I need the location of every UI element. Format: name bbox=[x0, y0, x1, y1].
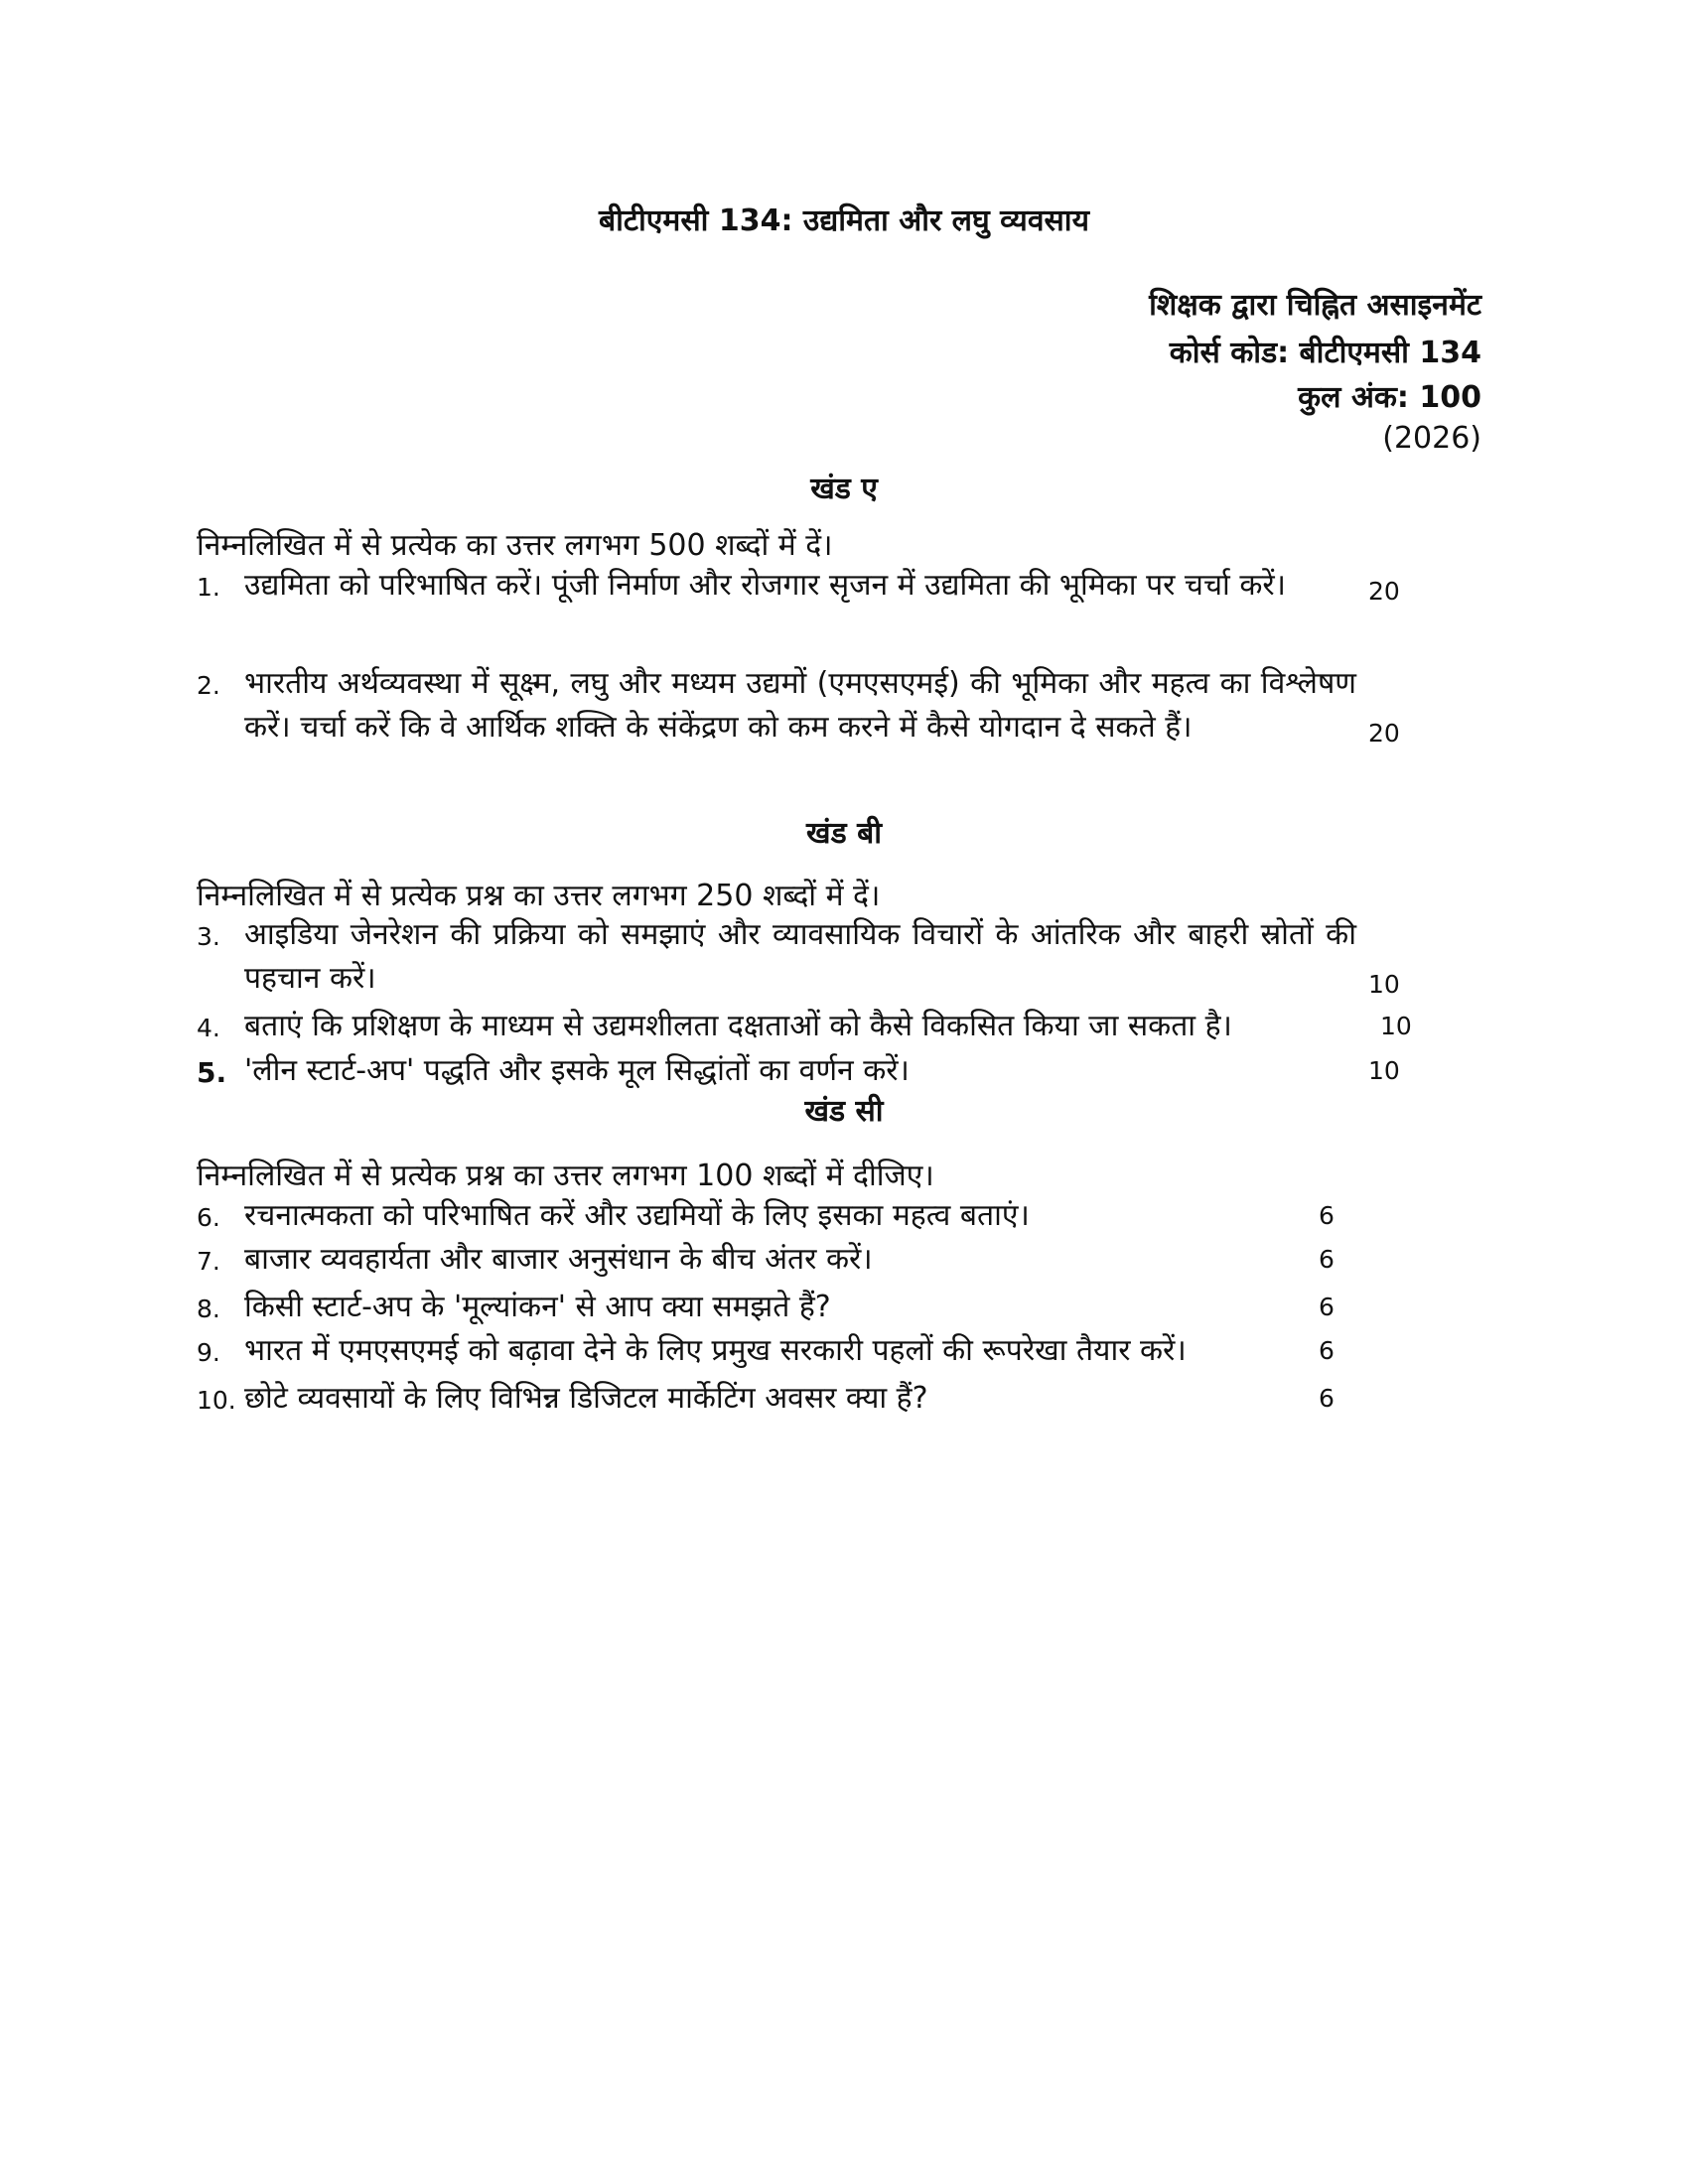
question-6 bbox=[197, 1194, 1428, 1238]
question-text: आइडिया जेनरेशन की प्रक्रिया को समझाएं और व्यावसायिक विचारों के आंतरिक और बाहरी स्रोतों की पहचान करें। bbox=[244, 917, 1356, 996]
question-text: उद्यमिता को परिभाषित करें। पूंजी निर्माण और रोजगार सृजन में उद्यमिता की भूमिका पर चर्चा करें। bbox=[244, 568, 1287, 603]
question-marks: 6 bbox=[1319, 1245, 1335, 1274]
question-marks: 6 bbox=[1319, 1293, 1335, 1321]
question-8 bbox=[197, 1286, 1428, 1329]
question-number: 1. bbox=[197, 573, 220, 602]
question-marks: 10 bbox=[1368, 970, 1400, 999]
question-text: रचनात्मकता को परिभाषित करें और उद्यमियों के लिए इसका महत्व बताएं। bbox=[244, 1198, 1030, 1233]
total-marks: कुल अंक: 100 bbox=[1298, 380, 1481, 415]
question-marks: 6 bbox=[1319, 1201, 1335, 1230]
question-number: 6. bbox=[197, 1203, 220, 1232]
question-number: 4. bbox=[197, 1014, 220, 1042]
question-marks: 20 bbox=[1368, 719, 1400, 748]
assignment-type: शिक्षक द्वारा चिह्नित असाइनमेंट bbox=[1149, 288, 1481, 323]
question-number: 10. bbox=[197, 1386, 236, 1415]
section-instruction-a: निम्नलिखित में से प्रत्येक का उत्तर लगभग 500 शब्दों में दें। bbox=[197, 528, 833, 563]
question-text: किसी स्टार्ट-अप के 'मूल्यांकन' से आप क्या समझते हैं? bbox=[244, 1290, 831, 1324]
question-marks: 10 bbox=[1368, 1056, 1400, 1085]
question-text: 'लीन स्टार्ट-अप' पद्धति और इसके मूल सिद्धांतों का वर्णन करें। bbox=[244, 1053, 910, 1088]
question-marks: 6 bbox=[1319, 1336, 1335, 1365]
question-marks: 20 bbox=[1368, 577, 1400, 606]
question-number: 8. bbox=[197, 1295, 220, 1323]
question-7 bbox=[197, 1238, 1428, 1282]
question-number: 7. bbox=[197, 1247, 220, 1276]
question-marks: 10 bbox=[1380, 1012, 1412, 1040]
question-10 bbox=[197, 1377, 1428, 1421]
question-text: छोटे व्यवसायों के लिए विभिन्न डिजिटल मार्केटिंग अवसर क्या हैं? bbox=[244, 1381, 928, 1416]
question-2 bbox=[197, 662, 1428, 750]
section-instruction-c: निम्नलिखित में से प्रत्येक प्रश्न का उत्तर लगभग 100 शब्दों में दीजिए। bbox=[197, 1159, 934, 1193]
question-4 bbox=[197, 1005, 1428, 1048]
question-text: बाजार व्यवहार्यता और बाजार अनुसंधान के बीच अंतर करें। bbox=[244, 1242, 873, 1277]
question-5 bbox=[197, 1049, 1428, 1093]
question-number: 9. bbox=[197, 1338, 220, 1367]
section-heading-b: खंड बी bbox=[806, 816, 882, 851]
section-instruction-b: निम्नलिखित में से प्रत्येक प्रश्न का उत्तर लगभग 250 शब्दों में दें। bbox=[197, 879, 881, 913]
year: (2026) bbox=[1382, 421, 1481, 456]
question-1 bbox=[197, 564, 1428, 608]
question-number: 5. bbox=[197, 1056, 227, 1089]
question-text: बताएं कि प्रशिक्षण के माध्यम से उद्यमशीलता दक्षताओं को कैसे विकसित किया जा सकता है। bbox=[244, 1009, 1232, 1043]
document-title: बीटीएमसी 134: उद्यमिता और लघु व्यवसाय bbox=[599, 204, 1089, 238]
question-text: भारत में एमएसएमई को बढ़ावा देने के लिए प्रमुख सरकारी पहलों की रूपरेखा तैयार करें। bbox=[244, 1333, 1187, 1368]
question-3 bbox=[197, 913, 1428, 1001]
question-9 bbox=[197, 1329, 1428, 1373]
question-number: 3. bbox=[197, 922, 220, 951]
question-text: भारतीय अर्थव्यवस्था में सूक्ष्म, लघु और मध्यम उद्यमों (एमएसएमई) की भूमिका और महत्व का विश्लेषण करें। चर्चा करें कि वे आर्थिक शक्ति के संकेंद्रण को कम करने में कैसे योगदान दे सकते हैं। bbox=[244, 666, 1356, 745]
question-number: 2. bbox=[197, 671, 220, 700]
question-marks: 6 bbox=[1319, 1384, 1335, 1413]
course-code: कोर्स कोड: बीटीएमसी 134 bbox=[1169, 336, 1481, 370]
section-heading-c: खंड सी bbox=[804, 1094, 884, 1129]
section-heading-a: खंड ए bbox=[810, 472, 878, 506]
